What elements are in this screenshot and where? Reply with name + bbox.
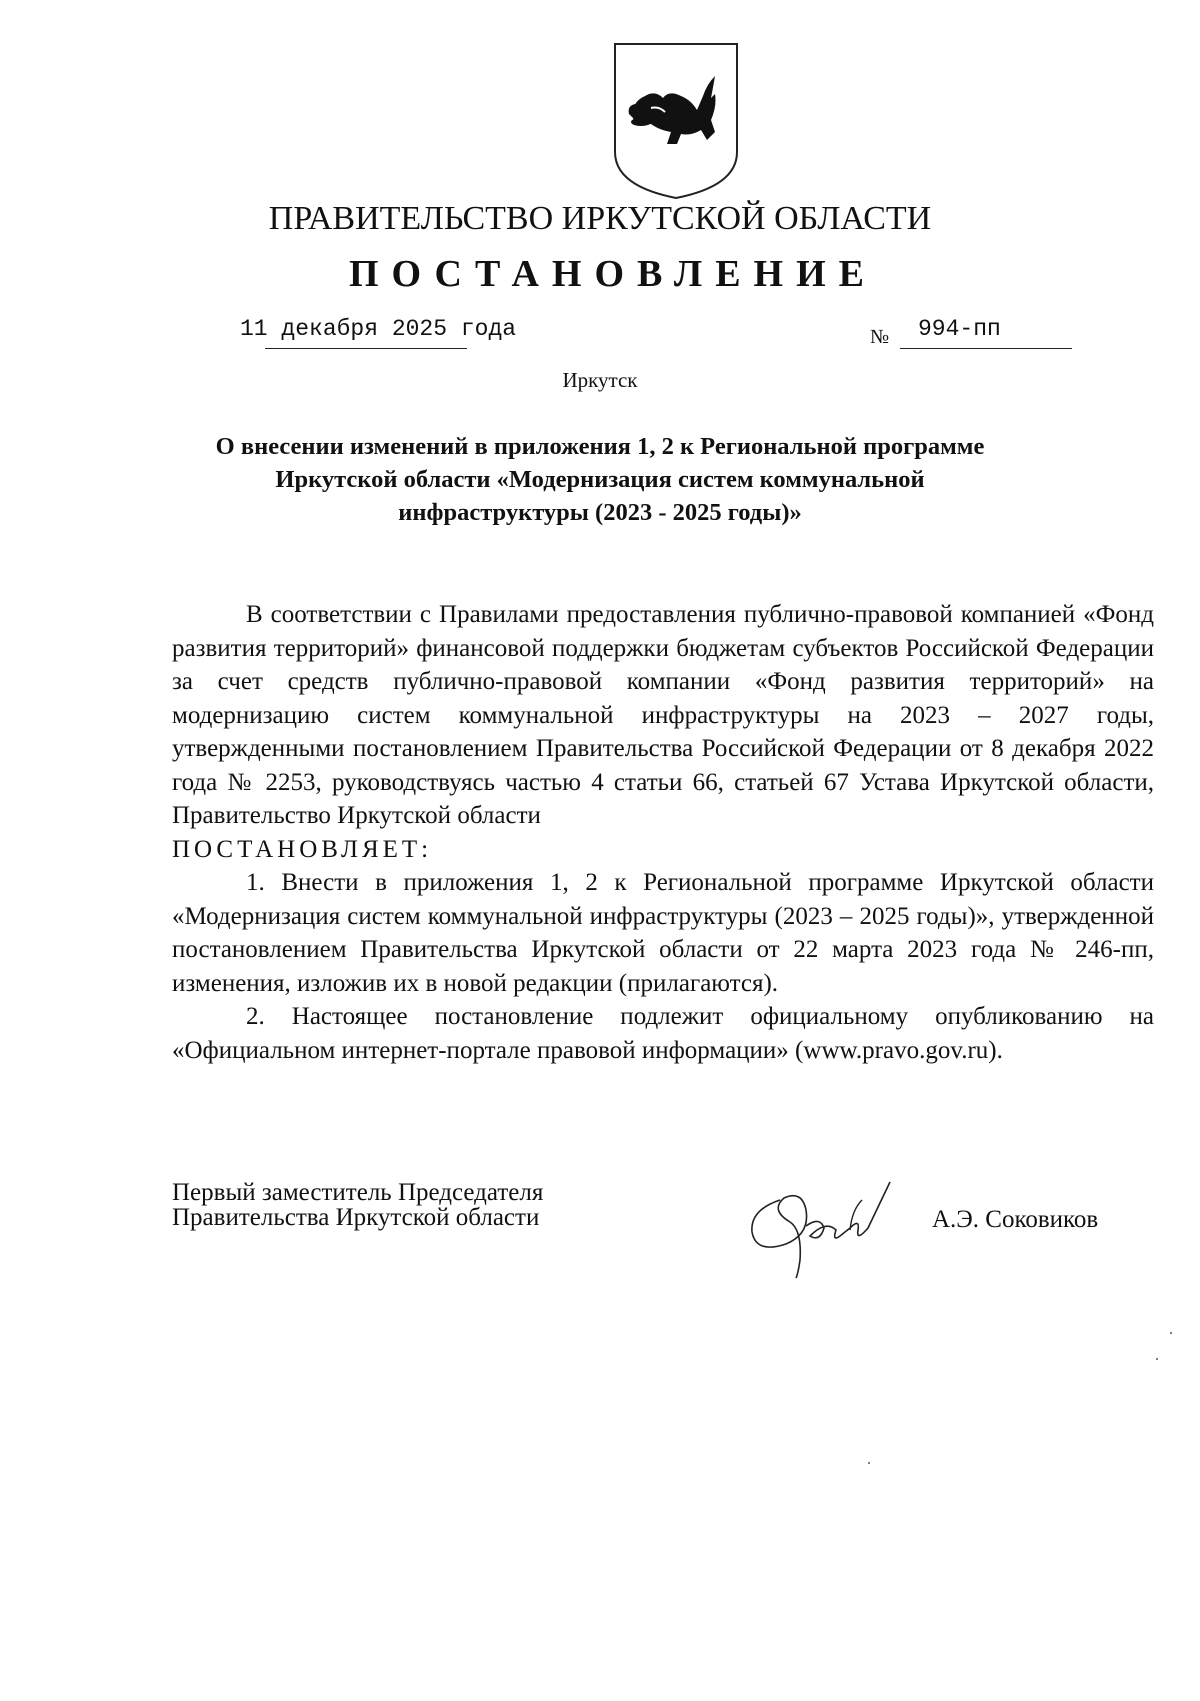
date-value: 11 декабря 2025	[240, 316, 448, 342]
decree-word: ПОСТАНОВЛЯЕТ:	[172, 835, 433, 863]
signer-name: А.Э. Соковиков	[932, 1206, 1099, 1233]
signer-position-line-1: Первый заместитель Председателя	[172, 1179, 544, 1206]
handwritten-signature	[740, 1170, 910, 1280]
signer-position-line-2: Правительства Иркутской области	[172, 1204, 540, 1231]
city: Иркутск	[562, 368, 638, 392]
date-underline	[265, 348, 467, 349]
item-1-paragraph: 1. Внести в приложения 1, 2 к Региональной программе Иркутской области «Модернизация систем коммунальной инфраструктуры (2023 – 2025 годы)», утвержденной постановлением Правительства Иркутской области от 22 марта 2023 года № 246-пп, изменения, изложив их в новой редакции (прилагаются).	[172, 869, 1154, 997]
preamble-paragraph: В соответствии с Правилами предоставления публично-правовой компанией «Фонд развития территорий» финансовой поддержки бюджетам субъектов Российской Федерации за счет средств публично-правовой компании «Фонд развития территорий» на модернизацию систем коммунальной инфраструктуры на 2023 – 2027 годы, утвержденными постановлением Правительства Российской Федерации от 8 декабря 2022 года № 2253, руководствуясь частью 4 статьи 66, статьей 67 Устава Иркутской области, Правительство Иркутской области	[172, 601, 1154, 829]
item-2-paragraph: 2. Настоящее постановление подлежит официальному опубликованию на «Официальном интернет-портале правовой информации» (www.pravo.gov.ru).	[172, 1003, 1154, 1064]
scan-speck	[1156, 1358, 1158, 1360]
document-title	[0, 430, 1200, 529]
government-name: ПРАВИТЕЛЬСТВО ИРКУТСКОЙ ОБЛАСТИ	[268, 200, 932, 237]
coat-of-arms-emblem	[611, 40, 741, 200]
document-date	[240, 316, 516, 342]
date-suffix: года	[460, 316, 517, 342]
title-line-1: О внесении изменений в приложения 1, 2 к Региональной программе	[215, 433, 985, 460]
number-sign: №	[870, 326, 890, 348]
title-line-2: Иркутской области «Модернизация систем коммунальной	[275, 466, 925, 493]
title-line-3: инфраструктуры (2023 - 2025 годы)»	[398, 499, 802, 526]
number-underline	[900, 348, 1072, 349]
document-number: 994-пп	[918, 316, 1001, 342]
scan-speck	[1170, 1332, 1172, 1334]
document-body	[172, 598, 1154, 1067]
scan-speck	[868, 1462, 870, 1464]
document-type: ПОСТАНОВЛЕНИЕ	[348, 253, 878, 295]
signer-position	[172, 1180, 543, 1230]
